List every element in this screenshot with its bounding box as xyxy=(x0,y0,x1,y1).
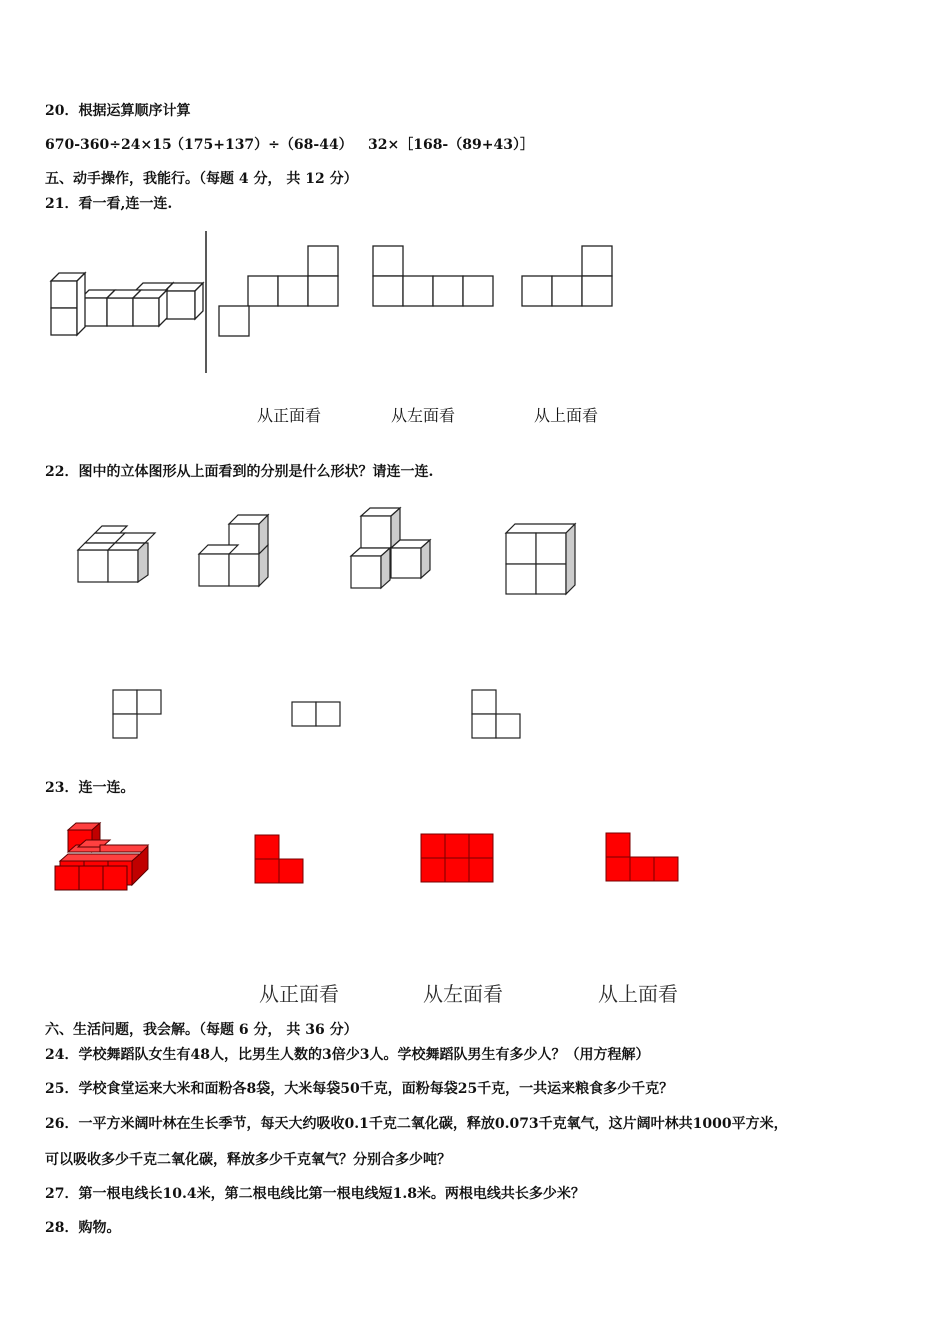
q26-line-2: 可以吸收多少千克二氧化碳，释放多少千克氧气？分别合多少吨？ xyxy=(45,1152,451,1168)
section-5-heading: 五、动手操作，我能行。（每题 4 分， 共 12 分） xyxy=(45,171,358,187)
q21-label-front: 从正面看 xyxy=(257,406,322,425)
q22-solid-1 xyxy=(78,526,155,582)
q23-title: 23．连一连。 xyxy=(45,780,135,796)
q21-view-grid-1 xyxy=(219,246,338,336)
q22-solid-4 xyxy=(506,524,575,594)
q23-red-view-2 xyxy=(421,834,493,882)
q23-label-front: 从正面看 xyxy=(259,982,339,1006)
q23-label-top: 从上面看 xyxy=(598,982,678,1006)
q23-red-view-1 xyxy=(255,835,303,883)
q22-solid-2 xyxy=(199,515,268,586)
q22-title: 22．图中的立体图形从上面看到的分别是什么形状？请连一连. xyxy=(45,464,434,480)
q21-title: 21．看一看,连一连. xyxy=(45,196,173,212)
q23-red-solid xyxy=(55,823,148,890)
q27-text: 27．第一根电线长10.4米，第二根电线比第一根电线短1.8米。两根电线共长多少米？ xyxy=(45,1186,585,1202)
q20-title: 20．根据运算顺序计算 xyxy=(45,103,191,119)
q24-text: 24．学校舞蹈队女生有48人，比男生人数的3倍少3人。学校舞蹈队男生有多少人？（用方程解） xyxy=(45,1047,650,1063)
q28-text: 28．购物。 xyxy=(45,1220,121,1236)
q21-solid-figure xyxy=(51,273,203,335)
q23-red-view-3 xyxy=(606,833,678,881)
q22-solid-3 xyxy=(351,508,430,588)
q22-top-view-2 xyxy=(292,702,340,726)
section-6-heading: 六、生活问题，我会解。（每题 6 分， 共 36 分） xyxy=(45,1022,358,1038)
q21-view-grid-2 xyxy=(373,246,493,306)
q21-view-grid-3 xyxy=(522,246,612,306)
q21-label-top: 从上面看 xyxy=(534,406,599,425)
q21-label-left: 从左面看 xyxy=(391,406,456,425)
q23-label-left: 从左面看 xyxy=(423,982,503,1006)
q26-line-1: 26．一平方米阔叶林在生长季节，每天大约吸收0.1千克二氧化碳，释放0.073千克氧气，这片阔叶林共1000平方米， xyxy=(45,1116,788,1132)
q23-figures xyxy=(50,815,690,905)
q20-expression-1: 670-360÷24×15 xyxy=(45,137,172,153)
q22-top-view-3 xyxy=(472,690,520,738)
q20-expression-3: 32×［168-（89+43）］ xyxy=(368,137,534,153)
q25-text: 25．学校食堂运来大米和面粉各8袋，大米每袋50千克，面粉每袋25千克，一共运来粮食多少千克？ xyxy=(45,1081,674,1097)
q22-figures xyxy=(60,500,600,750)
q20-expression-2: （175+137）÷（68-44） xyxy=(170,137,353,153)
q21-figures xyxy=(45,228,645,378)
q22-top-view-1 xyxy=(113,690,161,738)
